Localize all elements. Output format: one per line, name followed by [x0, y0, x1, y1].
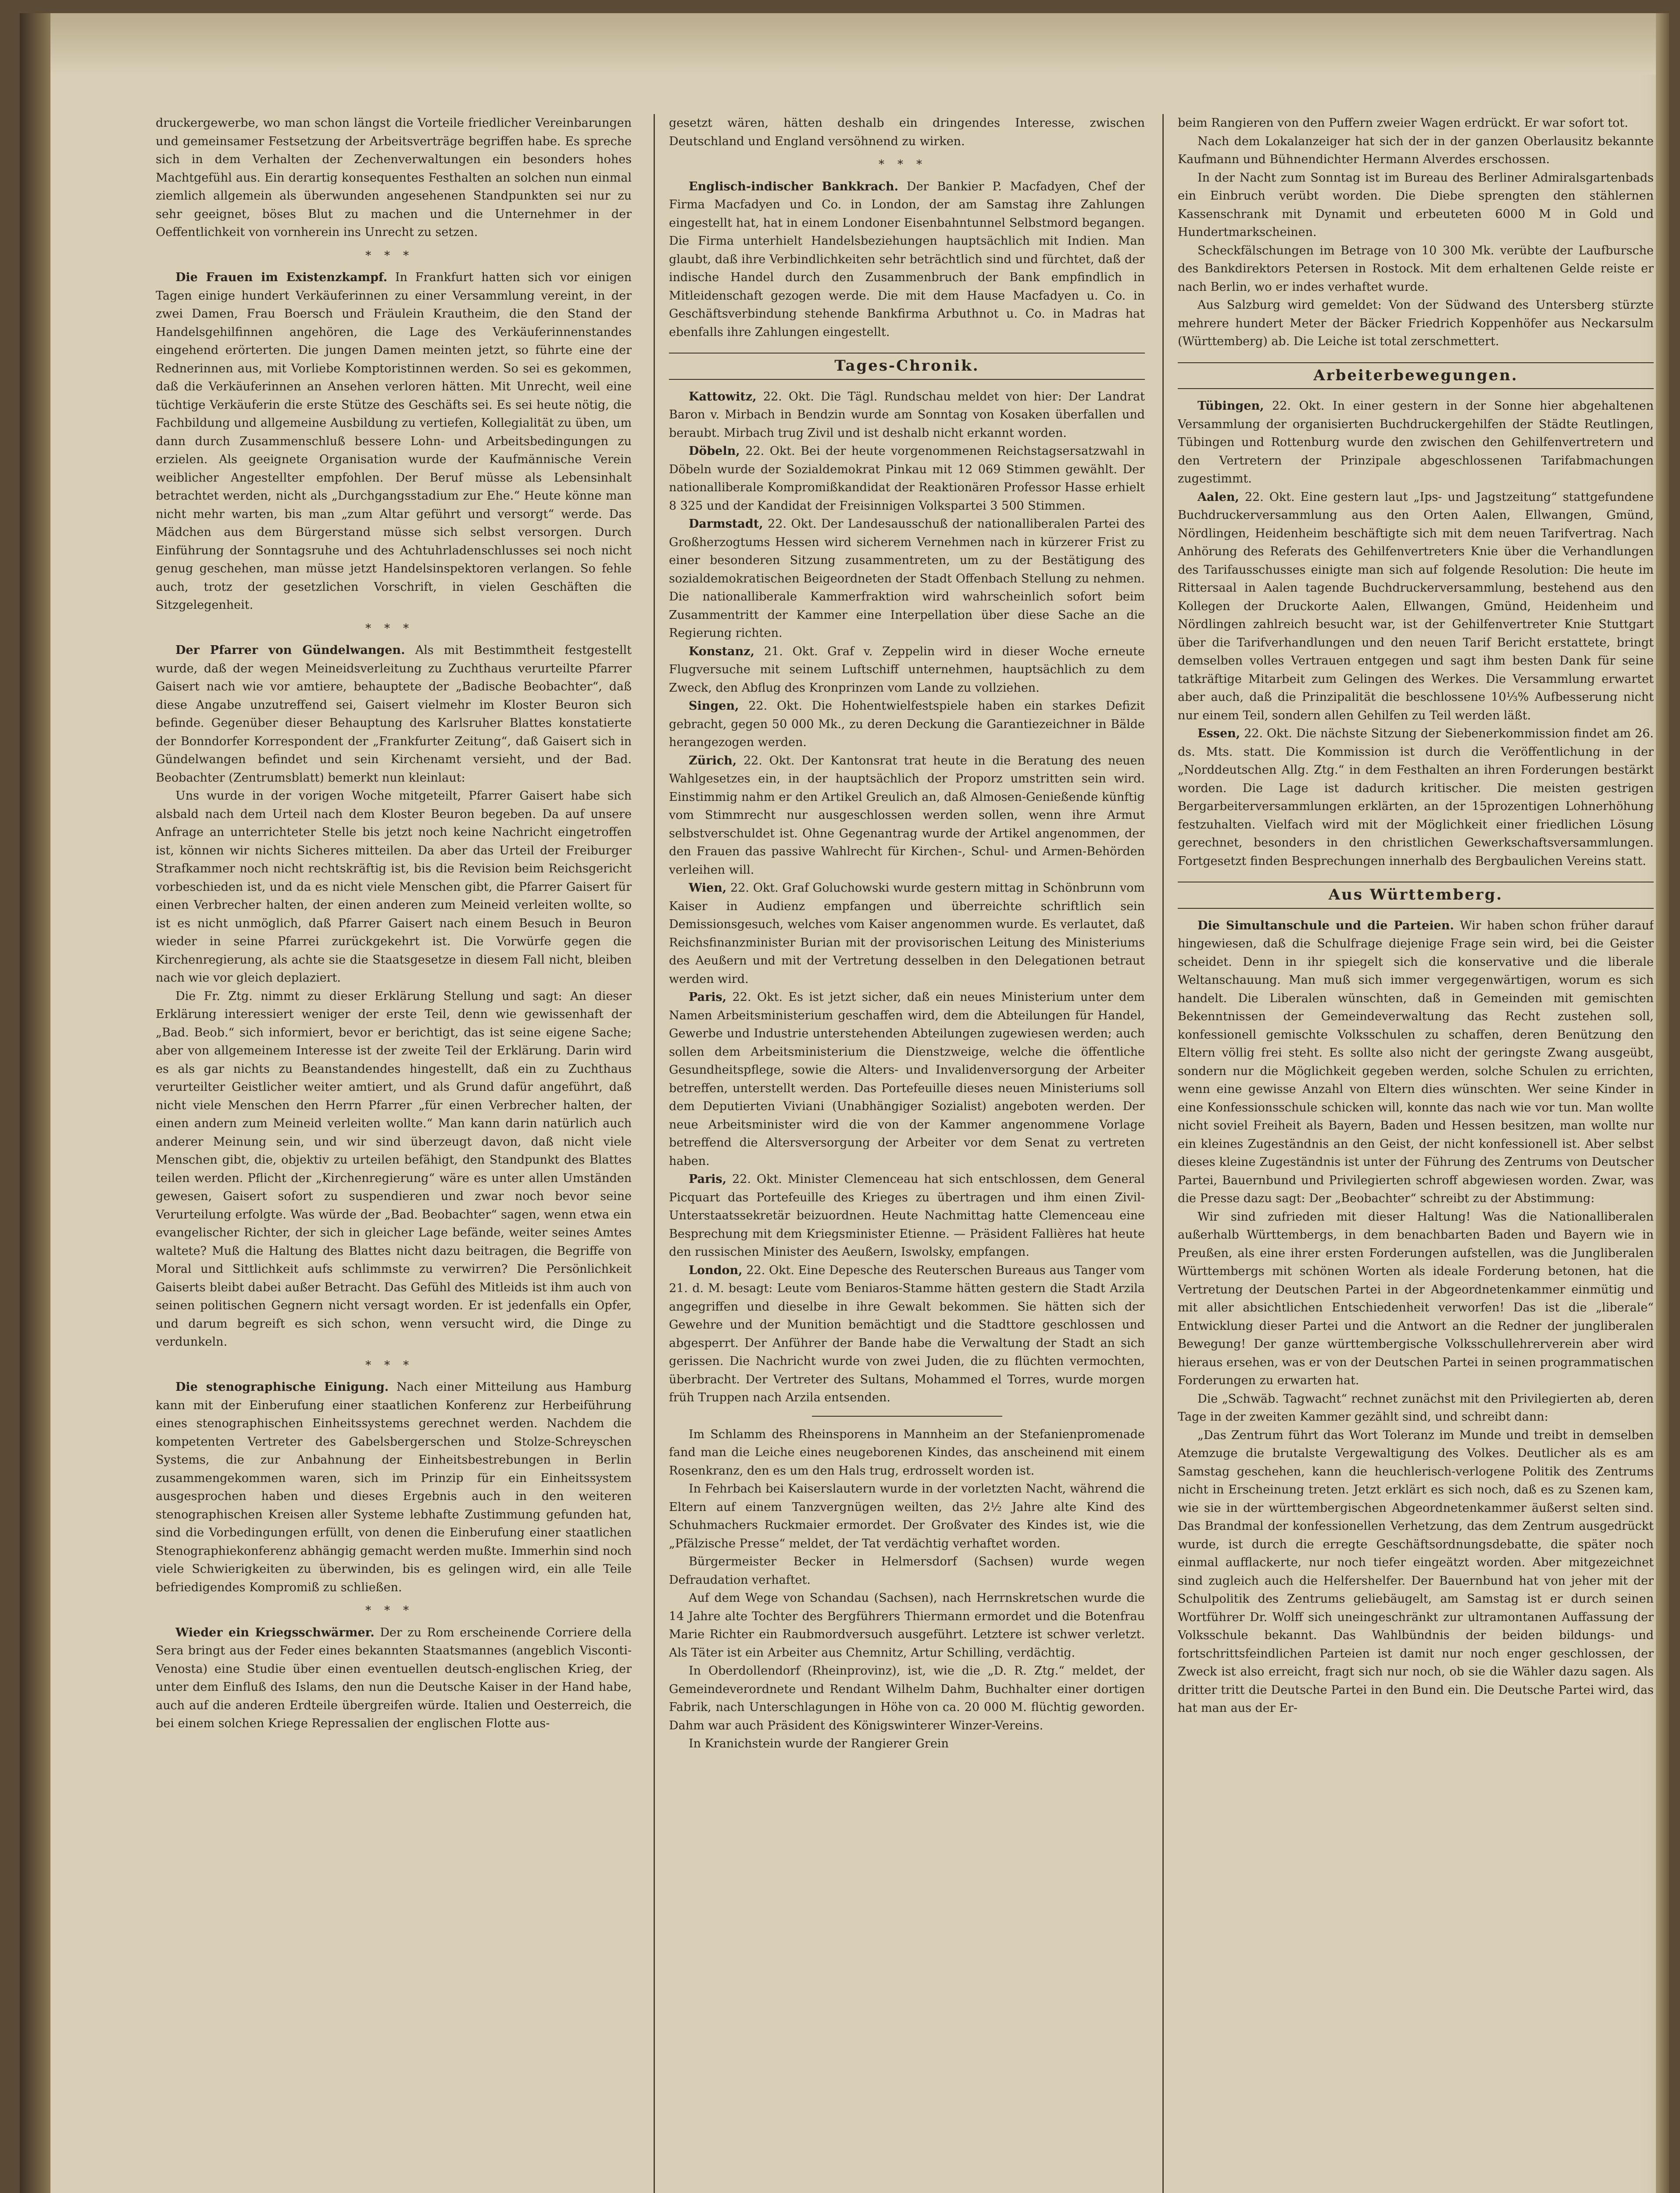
- section-heading: Arbeiterbewegungen.: [1178, 362, 1654, 389]
- article-title: Der Pfarrer von Gündelwangen.: [175, 643, 405, 657]
- short-rule: [812, 1416, 1002, 1417]
- news-item: [669, 388, 1145, 443]
- article-text: Nach einer Mitteilung aus Hamburg kann mit der Einberufung einer staatlichen Konferenz zur Herbeiführung eines stenographischen Einheitssystems gerechnet werden. Nachdem die kompetenten Vertreter des Gabelsbergerschen und Stolze-Schreyschen Systems, die zur Anbahnung der Einheitsbestrebungen in Berlin zusammengekommen waren, sich im Prinzip für ein Einheitssystem ausgesprochen haben und dieses Ergebnis auch in den weiteren stenographischen Kreisen aller Systeme lebhafte Zustimmung gefunden hat, sind die Vorbedingungen erfüllt, von denen die Einberufung einer staatlichen Stenographiekonferenz abhängig gemacht werden mußte. Immerhin sind noch viele Schwierigkeiten zu überwinden, bis es gelingen wird, ein alle Teile befriedigendes Kompromiß zu schließen.: [156, 1380, 632, 1594]
- news-item: [669, 988, 1145, 1170]
- news-text: 22. Okt. Minister Clemenceau hat sich entschlossen, dem General Picquart das Portefeuille des Krieges zu übertragen und ihm einen Zivil-Unterstaatssekretär beizuordnen. Heute Nachmittag hatte Clemenceau eine Besprechung mit dem Kriegsminister Etienne. — Präsident Fallières hat heute den russischen Minister des Aeußern, Iswolsky, empfangen.: [669, 1172, 1145, 1259]
- article-title: Die Frauen im Existenzkampf.: [175, 271, 387, 284]
- news-text: 22. Okt. Die Tägl. Rundschau meldet von hier: Der Landrat Baron v. Mirbach in Bendzin wurde am Sonntag von Kosaken überfallen und beraubt. Mirbach trug Zivil und ist deshalb nicht erkannt worden.: [669, 389, 1145, 440]
- dateline: Essen,: [1197, 727, 1240, 740]
- separator-stars: ***: [365, 1358, 422, 1372]
- article-text: Der Bankier P. Macfadyen, Chef der Firma Macfadyen und Co. in London, der am Samstag ihre Zahlungen eingestellt hat, hat in einem Londoner Eisenbahntunnel Selbstmord begangen. Die Firma unterhielt Handelsbeziehungen hauptsächlich mit Indien. Man glaubt, daß ihre Verbindlichkeiten sehr beträchtlich sind und fürchtet, daß der indische Handel durch den Zusammenbruch der Bank empfindlich in Mitleidenschaft gezogen werde. Die mit dem Hause Macfadyen u. Co. in Geschäftsverbindung stehende Bankfirma Arbuthnot u. Co. in Madras hat ebenfalls ihre Zahlungen eingestellt.: [669, 179, 1145, 339]
- news-item: [669, 752, 1145, 879]
- newspaper-page: [20, 13, 1669, 2193]
- news-text: 22. Okt. Graf Goluchowski wurde gestern mittag in Schönbrunn vom Kaiser in Audienz empfangen und überreichte schriftlich sein Demissionsgesuch, welches vom Kaiser angenommen wurde. Es verlautet, daß Reichsfinanzminister Burian mit der provisorischen Leitung des Ministeriums des Aeußern und mit der Vertretung desselben in den Delegationen betraut werden wird.: [669, 881, 1145, 986]
- section-heading: Aus Württemberg.: [1178, 882, 1654, 909]
- paragraph: Nach dem Lokalanzeiger hat sich der in der ganzen Oberlausitz bekannte Kaufmann und Bühnendichter Hermann Alverdes erschossen.: [1178, 134, 1654, 166]
- article-text: Der zu Rom erscheinende Corriere della Sera bringt aus der Feder eines bekannten Staatsmannes (angeblich Visconti-Venosta) eine Studie über einen eventuellen deutsch-englischen Krieg, der unter dem Einfluß des Islams, den nun die Deutsche Kaiser in der Hand habe, auch auf die anderen Erdteile übergreifen würde. Italien und Oesterreich, die bei einem solchen Kriege Repressalien der englischen Flotte aus-: [156, 1625, 632, 1730]
- article-title: Die Simultanschule und die Parteien.: [1197, 918, 1454, 932]
- separator-stars: ***: [365, 621, 422, 635]
- article-text: In Frankfurt hatten sich vor einigen Tagen einige hundert Verkäuferinnen zu einer Versammlung vereint, in der zwei Damen, Frau Boersch und Fräulein Krautheim, die den Stand der Handelsgehilfinnen angehören, die Lage des Verkäuferinnenstandes eingehend erörterten. Die jungen Damen meinten jetzt, so führte eine der Rednerinnen aus, mit Vorliebe Komptoristinnen werden. So sei es gekommen, daß die Verkäuferinnen an Ansehen verloren hätten. Mit Unrecht, weil eine tüchtige Verkäuferin die erste Stütze des Geschäfts sei. Es sei heute nötig, die Fachbildung und allgemeine Ausbildung zu vertiefen, Kollegialität zu üben, um dann durch Zusammenschluß bessere Lohn- und Arbeitsbedingungen zu erzielen. Als geeignete Organisation wurde der Kaufmännische Verein weiblicher Angestellter empfohlen. Der Beruf müsse als Lebensinhalt betrachtet werden, nicht als „Durchgangsstadium zur Ehe.“ Heute könne man nicht mehr warten, bis man „zum Altar geführt und versorgt“ werde. Das Mädchen aus dem Bürgerstand müsse sich selbst versorgen. Durch Einführung der Sonntagsruhe und des Achtuhrladenschlusses sei noch nicht genug geschehen, man müsse jetzt Handelsinspektoren verlangen. So fehle auch, trotz der gesetzlichen Vorschrift, in vielen Geschäften die Sitzgelegenheit.: [156, 271, 632, 612]
- news-item: [669, 515, 1145, 643]
- separator-stars: ***: [879, 158, 935, 171]
- paragraph: Im Schlamm des Rheinsporens in Mannheim an der Stefanienpromenade fand man die Leiche eines neugeborenen Kindes, das anscheinend mit einem Rosenkranz, den es um den Hals trug, erdrosselt worden ist.: [669, 1427, 1145, 1478]
- article: [156, 641, 632, 787]
- dateline: Konstanz,: [689, 644, 755, 658]
- dateline: Darmstadt,: [689, 517, 763, 531]
- news-text: 22. Okt. In einer gestern in der Sonne hier abgehaltenen Versammlung der organisierten Buchdruckergehilfen der Städte Reutlingen, Tübingen und Rottenburg wurde den zwischen den Gehilfenvertretern und den Vertretern der Prinzipale abgeschlossenen Tarifabmachungen zugestimmt.: [1178, 399, 1654, 486]
- column-2: [669, 114, 1145, 2193]
- paragraph: In Fehrbach bei Kaiserslautern wurde in der vorletzten Nacht, während die Eltern auf einem Tanzvergnügen weilten, das 2½ Jahre alte Kind des Schuhmachers Ruckmaier ermordet. Der Großvater des Kindes ist, wie die „Pfälzische Presse“ meldet, der Tat verdächtig verhaftet worden.: [669, 1482, 1145, 1550]
- news-item: [669, 879, 1145, 988]
- news-item: [1178, 725, 1654, 870]
- news-item: [1178, 488, 1654, 725]
- news-text: 22. Okt. Die nächste Sitzung der Siebenerkommission findet am 26. ds. Mts. statt. Die Kommission ist durch die Veröffentlichung in der „Norddeutschen Allg. Ztg.“ in dem Festhalten an ihren Forderungen bestärkt worden. Die Lage ist dadurch kritischer. Die meisten gestrigen Bergarbeiterversammlungen erklärten, an der 15prozentigen Lohnerhöhung festzuhalten. Vielfach wird mit der Möglichkeit einer friedlichen Lösung gerechnet, besonders in den christlichen Gewerkschaftsversammlungen. Fortgesetzt finden Besprechungen innerhalb des Bergbaulichen Vereins statt.: [1178, 727, 1654, 868]
- column-rule: [1162, 114, 1164, 2193]
- dateline: Aalen,: [1197, 490, 1239, 504]
- article-title: Englisch-indischer Bankkrach.: [689, 179, 899, 193]
- dateline: Paris,: [689, 990, 727, 1004]
- paragraph: gesetzt wären, hätten deshalb ein dringendes Interesse, zwischen Deutschland und England versöhnend zu wirken.: [669, 116, 1145, 148]
- paragraph: Die Fr. Ztg. nimmt zu dieser Erklärung Stellung und sagt: An dieser Erklärung interessiert weniger der erste Teil, denn wie gewissenhaft der „Bad. Beob.“ sich informiert, bevor er berichtigt, das ist seine eigene Sache; aber von allgemeinem Interesse ist der zweite Teil der Erklärung. Darin wird es als gar nichts zu Beanstandendes hingestellt, daß ein zu Zuchthaus verurteilter Geistlicher weiter amtiert, und als Grund dafür angeführt, daß nicht viele Menschen den Herrn Pfarrer „für einen Verbrecher halten, der einen andern zum Meineid verleiten wollte.“ Man kann darin natürlich auch anderer Meinung sein, und wir sind überzeugt davon, daß nicht viele Menschen gibt, die, objektiv zu urteilen befähigt, den Standpunkt des Blattes teilen werden. Pflicht der „Kirchenregierung“ wäre es unter allen Umständen gewesen, Gaisert sofort zu suspendieren und zwar noch bevor seine Verurteilung erfolgte. Was würde der „Bad. Beobachter“ sagen, wenn etwa ein evangelischer Richter, der sich in gleicher Lage befände, weiter seines Amtes waltete? Muß die Haltung des Blattes nicht dazu beitragen, die Begriffe von Moral und Sittlichkeit aufs schlimmste zu verwirren? Die Persönlichkeit Gaiserts bleibt dabei außer Betracht. Das Gefühl des Mitleids ist ihm auch von seinen politischen Gegnern nicht versagt worden. Er ist jedenfalls ein Opfer, und darum begreift es sich schon, wenn versucht wird, die Dinge zu verdunkeln.: [156, 989, 632, 1349]
- news-item: [669, 1261, 1145, 1407]
- separator-stars: ***: [365, 1604, 422, 1617]
- paragraph: beim Rangieren von den Puffern zweier Wagen erdrückt. Er war sofort tot.: [1178, 116, 1628, 130]
- dateline: Tübingen,: [1197, 399, 1264, 413]
- news-text: 21. Okt. Graf v. Zeppelin wird in dieser Woche erneute Flugversuche mit seinem Luftschiff unternehmen, hauptsächlich zu dem Zweck, den Abflug des Kronprinzen vom Lande zu vollziehen.: [669, 644, 1145, 695]
- news-text: 22. Okt. Die Hohentwielfestspiele haben ein starkes Defizit gebracht, gegen 50 000 Mk., zu deren Deckung die Garantiezeichner in Bälde herangezogen werden.: [669, 699, 1145, 749]
- article: [1178, 917, 1654, 1208]
- quote: „Das Zentrum führt das Wort Toleranz im Munde und treibt in demselben Atemzuge die brutalste Vergewaltigung des Volkes. Deutlicher als es am Samstag geschehen, kann die heuchlerisch-verlogene Politik des Zentrums nicht in Erscheinung treten. Jetzt erklärt es sich noch, daß es zu Szenen kam, wie sie in der württembergischen Abgeordnetenkammer äußerst selten sind. Das Brandmal der konfessionellen Verhetzung, das dem Zentrum ausgedrückt wurde, ist durch die erregte Geschäftsordnungsdebatte, die später noch einmal aufflackerte, nur noch tiefer eingeätzt worden. Aber mitgezeichnet sind zugleich auch die Helfershelfer. Der Bauernbund hat von jeher mit der Schulpolitik des Zentrums geliebäugelt, am Samstag ist er durch seinen Wortführer Dr. Wolff sich uneingeschränkt zur ultramontanen Auffassung der Volksschule bekannt. Das Wahlbündnis der beiden bildungs- und fortschrittsfeindlichen Parteien ist damit nur noch enger geschlossen, der Zweck ist also erreicht, fragt sich nur noch, ob sie die Wähler dazu sagen. Als dritter tritt die Deutsche Partei in den Bund ein. Die Deutsche Partei wird, das hat man aus der Er-: [1178, 1428, 1654, 1715]
- paragraph: Aus Salzburg wird gemeldet: Von der Südwand des Untersberg stürzte mehrere hundert Meter der Bäcker Friedrich Koppenhöfer aus Neckarsulm (Württemberg) ab. Die Leiche ist total zerschmettert.: [1178, 298, 1654, 348]
- column-1: [156, 114, 632, 2193]
- quote: Uns wurde in der vorigen Woche mitgeteilt, Pfarrer Gaisert habe sich alsbald nach dem Urteil nach dem Kloster Beuron begeben. Da auf unsere Anfrage an unterrichteter Stelle bis jetzt noch keine Nachricht eingetroffen ist, können wir nichts Sicheres mitteilen. Da aber das Urteil der Freiburger Strafkammer noch nicht rechtskräftig ist, bis die Revision beim Reichsgericht vorbeschieden ist, und da es nicht viele Menschen gibt, die Pfarrer Gaisert für einen Verbrecher halten, der einen anderen zum Meineid verleiten wollte, so ist es nicht unmöglich, daß Pfarrer Gaisert nach einem Besuch in Beuron wieder in seine Pfarrei zurückgekehrt ist. Die Vorwürfe gegen die Kirchenregierung, als achte sie die Staatsgesetze in diesem Fall nicht, bleiben nach wie vor gleich deplaziert.: [156, 789, 632, 985]
- paragraph: Scheckfälschungen im Betrage von 10 300 Mk. verübte der Laufbursche des Bankdirektors Petersen in Rostock. Mit dem erhaltenen Gelde reiste er nach Berlin, wo er indes verhaftet wurde.: [1178, 243, 1654, 294]
- news-item: [669, 643, 1145, 697]
- paragraph: In Kranichstein wurde der Rangierer Grein: [689, 1737, 949, 1750]
- dateline: Döbeln,: [689, 444, 740, 458]
- news-text: 22. Okt. Der Landesausschuß der nationalliberalen Partei des Großherzogtums Hessen wird sicherem Vernehmen nach in kürzerer Frist zu einer besonderen Sitzung zusammentreten, um zu der Bestätigung des sozialdemokratischen Beigeordneten der Stadt Offenbach Stellung zu nehmen. Die nationalliberale Kammerfraktion wird wahrscheinlich sofort beim Zusammentritt der Kammer eine Interpellation über diese Sache an die Regierung richten.: [669, 517, 1145, 640]
- news-text: 22. Okt. Es ist jetzt sicher, daß ein neues Ministerium unter dem Namen Arbeitsministerium geschaffen wird, dem die Abteilungen für Handel, Gewerbe und Industrie unterstehenden Abteilungen zugewiesen werden; auch sollen dem Arbeitsministerium die Dienstzweige, welche die öffentliche Gesundheitspflege, sowie die Alters- und Invalidenversorgung der Arbeiter betreffen, unterstellt werden. Das Portefeuille dieses neuen Ministeriums soll dem Deputierten Viviani (Unabhängiger Sozialist) angeboten werden. Der neue Arbeitsminister wird die von der Kammer angenommene Vorlage betreffend die Altersversorgung der Arbeiter vor dem Senat zu vertreten haben.: [669, 990, 1145, 1168]
- news-text: 22. Okt. Bei der heute vorgenommenen Reichstagsersatzwahl in Döbeln wurde der Sozialdemokrat Pinkau mit 12 069 Stimmen gewählt. Der nationalliberale Kompromißkandidat der Reaktionären Professor Hasse erhielt 8 325 und der Kandidat der Freisinnigen Volkspartei 3 500 Stimmen.: [669, 444, 1145, 513]
- news-item: [1178, 397, 1654, 488]
- dateline: London,: [689, 1263, 743, 1277]
- article-title: Die stenographische Einigung.: [175, 1380, 389, 1394]
- dateline: Kattowitz,: [689, 389, 757, 404]
- dateline: Singen,: [689, 699, 739, 713]
- article: [156, 1378, 632, 1597]
- paragraph: In Oberdollendorf (Rheinprovinz), ist, wie die „D. R. Ztg.“ meldet, der Gemeindeverordnete und Rendant Wilhelm Dahm, Buchhalter einer dortigen Fabrik, nach Unterschlagungen in Höhe von ca. 20 000 M. flüchtig geworden. Dahm war auch Präsident des Königswinterer Winzer-Vereins.: [669, 1664, 1145, 1732]
- news-text: 22. Okt. Eine gestern laut „Ips- und Jagstzeitung“ stattgefundene Buchdruckerversammlung aus den Orten Aalen, Ellwangen, Gmünd, Nördlingen, Heidenheim beschäftigte sich mit dem neuen Tarifvertrag. Nach Anhörung des Referats des Gehilfenvertreters Knie über die Verhandlungen des Tarifausschusses einigte man sich auf folgende Resolution: Die heute im Rittersaal in Aalen tagende Buchdruckerversammlung, bestehend aus den Kollegen der Druckorte Aalen, Ellwangen, Gmünd, Heidenheim und Nördlingen zahlreich besucht war, ist der Gehilfenvertreter Knie Stuttgart über die Tarifverhandlungen und den neuen Tarif Bericht erstattete, bringt demselben volles Vertrauen entgegen und sagt ihm besten Dank für seine tatkräftige Mitarbeit zum Gelingen des Werkes. Die Versammlung erwartet aber auch, daß die Prinzipalität die beschlossene 10⅓% Aufbesserung nicht nur einem Teil, sondern allen Gehilfen zu Teil werden läßt.: [1178, 490, 1654, 722]
- article-text: Als mit Bestimmtheit festgestellt wurde, daß der wegen Meineidsverleitung zu Zuchthaus verurteilte Pfarrer Gaisert nach wie vor amtiere, behauptete der „Badische Beobachter“, daß diese Angabe unzutreffend sei, Gaisert vielmehr im Kloster Beuron sich befinde. Gegenüber dieser Behauptung des Karlsruher Blattes konstatierte der Bonndorfer Korrespondent der „Frankfurter Zeitung“, daß Gaisert sich in Gündelwangen befindet und sein Kirchenamt versieht, und der Bad. Beobachter (Zentrumsblatt) bemerkt nun kleinlaut:: [156, 643, 632, 785]
- article-text: Wir haben schon früher darauf hingewiesen, daß die Schulfrage diejenige Frage sein wird, bei die Geister scheidet. Denn in ihr spiegelt sich die konservative und die liberale Weltanschauung. Man muß sich immer vergegenwärtigen, worum es sich handelt. Die Liberalen wünschten, daß in Gemeinden mit gemischten Bekenntnissen der Gemeindeverwaltung das Recht zustehen soll, konfessionell gemischte Volksschulen zu schaffen, deren Benützung den Eltern völlig frei steht. Es sollte also nicht der geringste Zwang ausgeübt, sondern nur die Möglichkeit gegeben werden, solche Schulen zu errichten, wenn eine gewisse Anzahl von Eltern dies wünschten. Wer seine Kinder in eine Konfessionsschule schicken will, konnte das nach wie vor tun. Man wollte nicht soviel Freiheit als Bayern, Baden und Hessen besitzen, man wollte nur ein kleines Zugeständnis an den Geist, der nicht konfessionell ist. Aber selbst dieses kleine Zugeständnis ist unter der Führung des Zentrums von Deutscher Partei, Bauernbund und Privilegierten schroff abgewiesen worden. Zwar, was die Presse dazu sagt: Der „Beobachter“ schreibt zu der Abstimmung:: [1178, 918, 1654, 1205]
- news-text: 22. Okt. Der Kantonsrat trat heute in die Beratung des neuen Wahlgesetzes ein, in der hauptsächlich der Proporz umstritten sein wird. Einstimmig nahm er den Artikel Greulich an, daß Almosen-Genießende künftig vom Stimmrecht nur ausgeschlossen werden sollen, wenn ihre Armut selbstverschuldet ist. Ohne Gegenantrag wurde der Artikel angenommen, der den Frauen das passive Wahlrecht für Kirchen-, Schul- und Armen-Behörden verleihen will.: [669, 754, 1145, 877]
- article: [669, 178, 1145, 342]
- quote: Wir sind zufrieden mit dieser Haltung! Was die Nationalliberalen außerhalb Württembergs, in dem benachbarten Baden und Bayern wie in Preußen, als eine ihrer ersten Forderungen aufstellen, was die Jungliberalen Württembergs mit schönen Worten als ideale Forderung betonen, hat die Vertretung der Deutschen Partei in der Abgeordnetenkammer einmütig und mit aller absichtlichen Entschiedenheit verworfen! Das ist die „liberale“ Entwicklung dieser Partei und die Antwort an die Redner der jungliberalen Bewegung! Der ganze württembergische Volksschullehrerverein aber wird hieraus ersehen, was er von der Deutschen Partei in seinen programmatischen Forderungen zu erwarten hat.: [1178, 1210, 1654, 1387]
- news-item: [669, 442, 1145, 515]
- article: [156, 1624, 632, 1733]
- article-title: Wieder ein Kriegsschwärmer.: [175, 1625, 375, 1639]
- dateline: Paris,: [689, 1172, 727, 1186]
- binding-edge: [20, 13, 50, 2193]
- news-text: 22. Okt. Eine Depesche des Reuterschen Bureaus aus Tanger vom 21. d. M. besagt: Leute vom Beniaros-Stamme hätten gestern die Stadt Arzila angegriffen und dieselbe in ihre Gewalt bekommen. Sie hätten sich der Gewehre und der Munition bemächtigt und die Stadttore geschlossen und abgesperrt. Der Anführer der Bande habe die Verwaltung der Stadt an sich gerissen. Die Nachricht wurde von zwei Juden, die zu flüchten vermochten, überbracht. Der Vertreter des Sultans, Mohammed el Torres, wurde morgen früh Truppen nach Arzila entsenden.: [669, 1263, 1145, 1404]
- dateline: Wien,: [689, 881, 727, 895]
- column-rule: [654, 114, 655, 2193]
- section-heading: Tages-Chronik.: [669, 353, 1145, 380]
- article: [156, 268, 632, 614]
- paragraph: In der Nacht zum Sonntag ist im Bureau des Berliner Admiralsgartenbads ein Einbruch verübt worden. Die Diebe sprengten den stählernen Kassenschrank mit Dynamit und erbeuteten 6000 M in Gold und Hundertmarkscheinen.: [1178, 171, 1654, 239]
- paragraph: Die „Schwäb. Tagwacht“ rechnet zunächst mit den Privilegierten ab, deren Tage in der zweiten Kammer gezählt sind, und schreibt dann:: [1178, 1392, 1654, 1424]
- news-item: [669, 697, 1145, 752]
- separator-stars: ***: [365, 249, 422, 262]
- dateline: Zürich,: [689, 754, 737, 768]
- news-item: [669, 1170, 1145, 1261]
- paragraph: druckergewerbe, wo man schon längst die Vorteile friedlicher Vereinbarungen und gemeinsamer Festsetzung der Arbeitsverträge begriffen habe. Es spreche sich in dem Verhalten der Zechenverwaltungen ein besonders hohes Machtgefühl aus. Ein derartig konsequentes Festhalten an solchen nun einmal ziemlich allgemein als überwunden angesehenen Standpunkten sei nur zu sehr geeignet, böses Blut zu machen und die Unternehmer in der Oeffentlichkeit von vornherein ins Unrecht zu setzen.: [156, 116, 632, 239]
- page-edge: [1656, 13, 1669, 2193]
- page-top-shadow: [20, 13, 1669, 75]
- paragraph: Bürgermeister Becker in Helmersdorf (Sachsen) wurde wegen Defraudation verhaftet.: [669, 1555, 1145, 1587]
- paragraph: Auf dem Wege von Schandau (Sachsen), nach Herrnskretschen wurde die 14 Jahre alte Tochter des Bergführers Thiermann ermordet und die Botenfrau Marie Richter ein Raubmordversuch ausgeführt. Letztere ist schwer verletzt. Als Täter ist ein Arbeiter aus Chemnitz, Artur Schilling, verdächtig.: [669, 1591, 1145, 1660]
- column-3: [1178, 114, 1654, 2193]
